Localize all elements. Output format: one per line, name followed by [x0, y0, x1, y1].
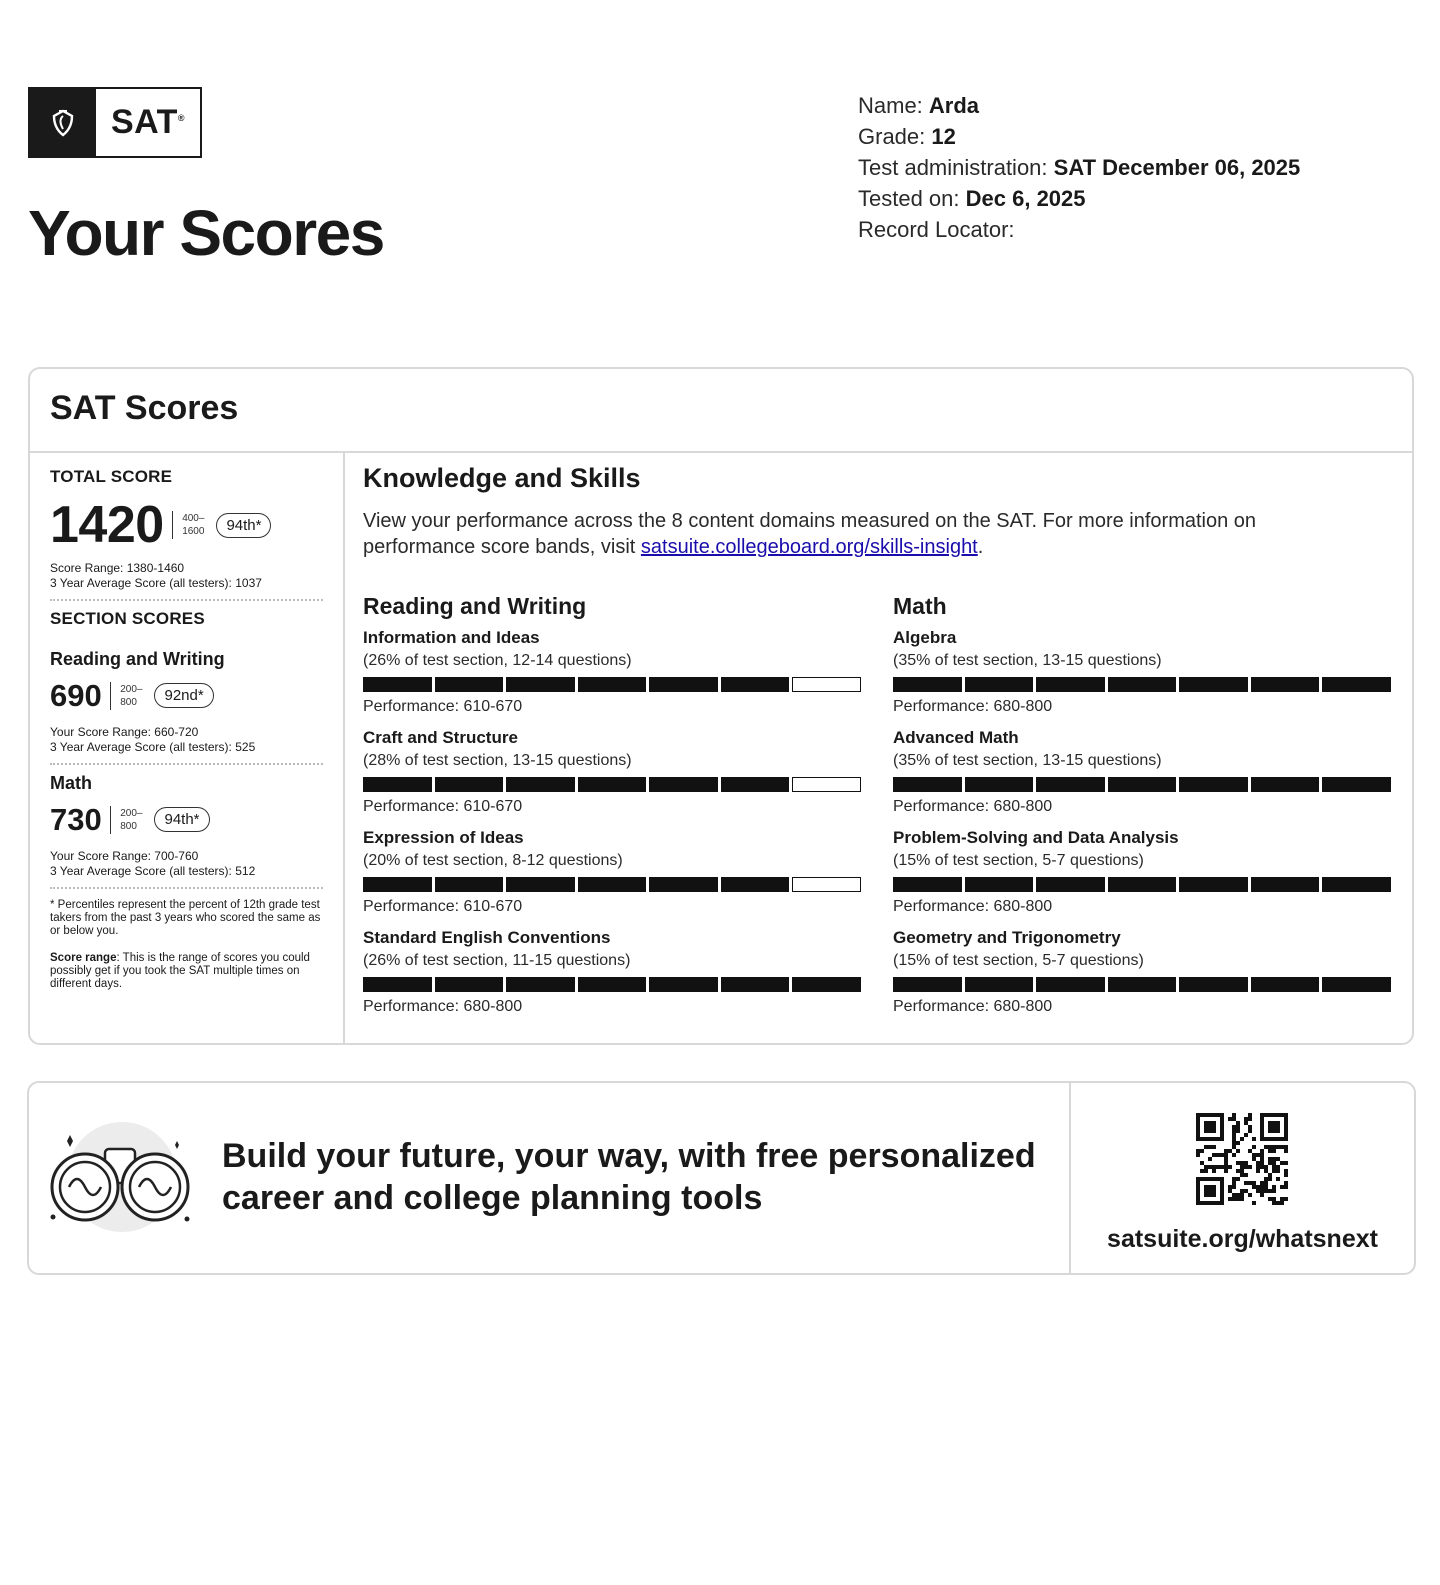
skills-insight-link[interactable]: satsuite.collegeboard.org/skills-insight: [640, 536, 978, 558]
bar-segment-filled: [1108, 777, 1177, 792]
binoculars-icon: [47, 1121, 193, 1233]
domain-columns: [363, 593, 1391, 1028]
domain-name: Geometry and Trigonometry: [893, 928, 1121, 947]
bar-segment-filled: [435, 677, 504, 692]
domain-weight: (15% of test section, 5-7 questions): [893, 952, 1144, 969]
bar-segment-filled: [506, 777, 575, 792]
divider: [172, 511, 174, 539]
domain-performance: Performance: 610-670: [363, 898, 523, 915]
domain-item: [363, 628, 861, 728]
domain-item: [363, 928, 861, 1028]
promo-headline: Build your future, your way, with free personalized career and college planning tools: [222, 1137, 1036, 1217]
bar-segment-filled: [578, 777, 647, 792]
bar-segment-filled: [1036, 677, 1105, 692]
bar-segment-filled: [1108, 877, 1177, 892]
divider: [110, 806, 112, 834]
bar-segment-filled: [721, 777, 790, 792]
domain-performance: Performance: 610-670: [363, 698, 523, 715]
domain-name: Craft and Structure: [363, 728, 518, 747]
bar-segment-filled: [1108, 677, 1177, 692]
bar-segment-filled: [721, 677, 790, 692]
logo-wordmark: SAT ®: [110, 103, 186, 141]
bar-segment-filled: [363, 677, 432, 692]
math-domains: [893, 593, 1391, 1028]
bar-segment-filled: [893, 677, 962, 692]
qr-code-icon[interactable]: [1196, 1113, 1288, 1205]
bar-segment-filled: [893, 877, 962, 892]
whatsnext-url[interactable]: satsuite.org/whatsnext: [1107, 1225, 1378, 1253]
domain-column-heading: Math: [893, 593, 947, 619]
total-percentile-badge: 94th*: [216, 513, 271, 538]
math-percentile-badge: 94th*: [154, 807, 209, 832]
domain-performance: Performance: 680-800: [893, 898, 1053, 915]
bar-segment-filled: [1179, 877, 1248, 892]
bar-segment-filled: [506, 677, 575, 692]
knowledge-skills-description: View your performance across the 8 content domains measured on the SAT. For more information on performance score bands, visit satsuite.collegeboard.org/skills-insight.: [363, 510, 1257, 558]
knowledge-skills-title: Knowledge and Skills: [363, 463, 641, 493]
total-score-value: 1420: [50, 496, 164, 554]
math-range: Your Score Range: 700-760: [50, 849, 199, 863]
reading-writing-score: 690: [50, 678, 102, 713]
total-score-scale: 400– 1600: [182, 513, 205, 537]
info-tested-on: Tested on: Dec 6, 2025: [858, 186, 1086, 211]
bar-segment-filled: [893, 977, 962, 992]
domain-name: Advanced Math: [893, 728, 1019, 747]
bar-segment-filled: [1322, 777, 1391, 792]
total-score-range: Score Range: 1380-1460: [50, 561, 185, 575]
knowledge-skills: [345, 453, 1412, 1043]
bar-segment-empty: [792, 777, 861, 792]
planning-tools-banner: [27, 1081, 1416, 1275]
domain-name: Algebra: [893, 628, 957, 647]
reading-writing-title: Reading and Writing: [50, 649, 225, 669]
sat-logo: [28, 87, 202, 158]
score-range-note: Score range: This is the range of scores you could possibly get if you took the SAT multiple times on different days.: [50, 952, 310, 990]
bar-segment-filled: [1251, 877, 1320, 892]
bar-segment-filled: [363, 777, 432, 792]
domain-item: [893, 628, 1391, 728]
bar-segment-filled: [1036, 877, 1105, 892]
domain-item: [893, 828, 1391, 928]
dotted-divider: [50, 763, 323, 765]
acorn-icon: [30, 89, 96, 156]
bar-segment-filled: [721, 977, 790, 992]
bar-segment-empty: [792, 877, 861, 892]
domain-name: Problem-Solving and Data Analysis: [893, 828, 1179, 847]
sat-scores-card: [28, 367, 1414, 1045]
bar-segment-filled: [1108, 977, 1177, 992]
performance-bar: [363, 677, 861, 692]
bar-segment-filled: [1179, 977, 1248, 992]
domain-item: [363, 728, 861, 828]
bar-segment-filled: [435, 977, 504, 992]
domain-weight: (20% of test section, 8-12 questions): [363, 852, 623, 869]
card-title: SAT Scores: [30, 369, 1412, 453]
bar-segment-filled: [792, 977, 861, 992]
domain-weight: (26% of test section, 12-14 questions): [363, 652, 632, 669]
bar-segment-filled: [1322, 677, 1391, 692]
reading-writing-domains: [363, 593, 861, 1028]
scores-summary: [30, 453, 345, 1043]
bar-segment-filled: [1036, 977, 1105, 992]
divider: [110, 682, 112, 710]
bar-segment-filled: [1322, 877, 1391, 892]
performance-bar: [363, 877, 861, 892]
reading-writing-range: Your Score Range: 660-720: [50, 725, 199, 739]
domain-name: Expression of Ideas: [363, 828, 524, 847]
bar-segment-filled: [649, 977, 718, 992]
math-score: 730: [50, 802, 102, 837]
domain-name: Standard English Conventions: [363, 928, 611, 947]
page-title: Your Scores: [28, 197, 384, 269]
dotted-divider: [50, 887, 323, 889]
percentile-note: * Percentiles represent the percent of 12th grade test takers from the past 3 years who scored the same as or below you.: [50, 899, 321, 937]
info-grade: Grade: 12: [858, 124, 956, 149]
bar-segment-filled: [1322, 977, 1391, 992]
info-record-locator: Record Locator:: [858, 217, 1015, 242]
bar-segment-filled: [363, 877, 432, 892]
total-average: 3 Year Average Score (all testers): 1037: [50, 576, 262, 590]
bar-segment-filled: [965, 777, 1034, 792]
bar-segment-filled: [1251, 677, 1320, 692]
performance-bar: [893, 977, 1391, 992]
bar-segment-filled: [578, 977, 647, 992]
domain-name: Information and Ideas: [363, 628, 540, 647]
dotted-divider: [50, 599, 323, 601]
math-scale: 200– 800: [120, 807, 143, 832]
bar-segment-filled: [965, 677, 1034, 692]
domain-performance: Performance: 680-800: [363, 998, 523, 1015]
bar-segment-filled: [578, 877, 647, 892]
bar-segment-filled: [649, 777, 718, 792]
domain-performance: Performance: 680-800: [893, 798, 1053, 815]
domain-weight: (26% of test section, 11-15 questions): [363, 952, 631, 969]
reading-writing-scale: 200– 800: [120, 683, 143, 708]
domain-item: [893, 728, 1391, 828]
section-scores-caption: SECTION SCORES: [50, 609, 205, 628]
math-average: 3 Year Average Score (all testers): 512: [50, 864, 256, 878]
info-test-administration: Test administration: SAT December 06, 2025: [858, 155, 1301, 180]
domain-item: [363, 828, 861, 928]
performance-bar: [893, 777, 1391, 792]
domain-performance: Performance: 610-670: [363, 798, 523, 815]
bar-segment-filled: [721, 877, 790, 892]
bar-segment-filled: [1179, 777, 1248, 792]
student-info: [858, 90, 1300, 245]
domain-column-heading: Reading and Writing: [363, 593, 587, 619]
bar-segment-filled: [893, 777, 962, 792]
bar-segment-empty: [792, 677, 861, 692]
bar-segment-filled: [363, 977, 432, 992]
bar-segment-filled: [435, 777, 504, 792]
bar-segment-filled: [1251, 777, 1320, 792]
bar-segment-filled: [649, 677, 718, 692]
bar-segment-filled: [965, 877, 1034, 892]
performance-bar: [893, 677, 1391, 692]
math-title: Math: [50, 773, 92, 793]
reading-writing-average: 3 Year Average Score (all testers): 525: [50, 740, 256, 754]
performance-bar: [363, 977, 861, 992]
bar-segment-filled: [1036, 777, 1105, 792]
reading-writing-percentile-badge: 92nd*: [154, 683, 213, 708]
bar-segment-filled: [578, 677, 647, 692]
bar-segment-filled: [649, 877, 718, 892]
domain-weight: (15% of test section, 5-7 questions): [893, 852, 1144, 869]
domain-performance: Performance: 680-800: [893, 998, 1053, 1015]
domain-item: [893, 928, 1391, 1028]
bar-segment-filled: [965, 977, 1034, 992]
bar-segment-filled: [435, 877, 504, 892]
domain-weight: (28% of test section, 13-15 questions): [363, 752, 632, 769]
domain-weight: (35% of test section, 13-15 questions): [893, 752, 1162, 769]
bar-segment-filled: [506, 977, 575, 992]
domain-weight: (35% of test section, 13-15 questions): [893, 652, 1162, 669]
performance-bar: [363, 777, 861, 792]
performance-bar: [893, 877, 1391, 892]
total-score-caption: TOTAL SCORE: [50, 467, 173, 486]
domain-performance: Performance: 680-800: [893, 698, 1053, 715]
info-name: Name: Arda: [858, 93, 980, 118]
bar-segment-filled: [1179, 677, 1248, 692]
bar-segment-filled: [1251, 977, 1320, 992]
bar-segment-filled: [506, 877, 575, 892]
